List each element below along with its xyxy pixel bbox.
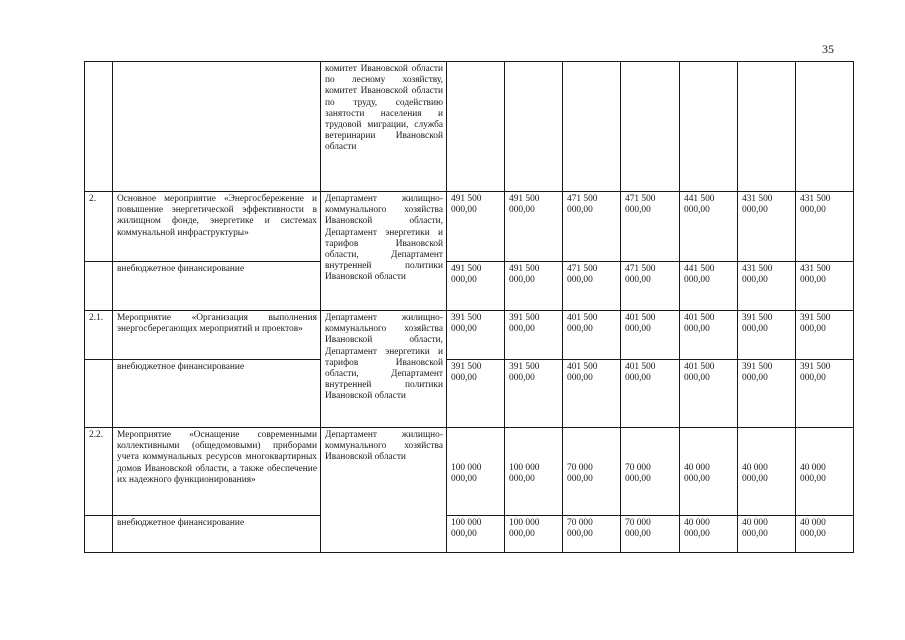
value-cell: 70 000 000,00 <box>563 516 621 553</box>
value-cell: 391 500 000,00 <box>505 360 563 428</box>
executor-cell: комитет Ивановской области по лесному хозяйству, комитет Ивановской области по труду, содействию занятости населения и трудовой миграции, служба ветеринарии Ивановской области <box>321 62 447 192</box>
value-cell <box>738 62 796 192</box>
table-row <box>85 516 854 553</box>
row-number <box>85 262 113 311</box>
value-cell: 391 500 000,00 <box>738 311 796 360</box>
value-cell: 491 500 000,00 <box>505 262 563 311</box>
value-cell: 40 000 000,00 <box>738 428 796 516</box>
value-cell: 391 500 000,00 <box>796 311 854 360</box>
funding-source-label: внебюджетное финансирование <box>113 262 321 311</box>
table-row <box>85 428 854 516</box>
row-number: 2.1. <box>85 311 113 360</box>
value-cell: 401 500 000,00 <box>621 311 680 360</box>
table-row <box>85 360 854 428</box>
value-cell: 100 000 000,00 <box>505 428 563 516</box>
executor-cell: Департамент жилищно-коммунального хозяйства Ивановской области, Департамент энергетики и тарифов Ивановской области, Департамент внутренней политики Ивановской области <box>321 192 447 311</box>
page-number: 35 <box>822 42 834 56</box>
value-cell: 401 500 000,00 <box>621 360 680 428</box>
value-cell: 401 500 000,00 <box>563 311 621 360</box>
executor-cell: Департамент жилищно-коммунального хозяйства Ивановской области, Департамент энергетики и тарифов Ивановской области, Департамент внутренней политики Ивановской области <box>321 311 447 428</box>
value-cell: 70 000 000,00 <box>621 516 680 553</box>
row-number <box>85 62 113 192</box>
value-cell: 70 000 000,00 <box>621 428 680 516</box>
funding-source-label: внебюджетное финансирование <box>113 516 321 553</box>
value-cell: 100 000 000,00 <box>447 428 505 516</box>
value-cell: 391 500 000,00 <box>447 360 505 428</box>
value-cell: 70 000 000,00 <box>563 428 621 516</box>
value-cell <box>796 62 854 192</box>
row-number: 2.2. <box>85 428 113 516</box>
value-cell <box>680 62 738 192</box>
value-cell: 491 500 000,00 <box>447 192 505 262</box>
row-name: Мероприятие «Оснащение современными коллективными (общедомовыми) приборами учета коммунальных ресурсов многоквартирных домов Ивановской области, а также обеспечение их надежного функционирования» <box>113 428 321 516</box>
value-cell: 40 000 000,00 <box>680 428 738 516</box>
value-cell: 40 000 000,00 <box>796 516 854 553</box>
value-cell: 40 000 000,00 <box>796 428 854 516</box>
value-cell: 441 500 000,00 <box>680 192 738 262</box>
value-cell: 391 500 000,00 <box>447 311 505 360</box>
funding-source-label: внебюджетное финансирование <box>113 360 321 428</box>
table-row <box>85 62 854 192</box>
row-number: 2. <box>85 192 113 262</box>
value-cell: 431 500 000,00 <box>738 192 796 262</box>
value-cell <box>505 62 563 192</box>
value-cell: 391 500 000,00 <box>505 311 563 360</box>
row-number <box>85 516 113 553</box>
value-cell: 401 500 000,00 <box>680 311 738 360</box>
value-cell: 431 500 000,00 <box>796 192 854 262</box>
value-cell: 431 500 000,00 <box>796 262 854 311</box>
value-cell: 471 500 000,00 <box>621 262 680 311</box>
value-cell: 40 000 000,00 <box>738 516 796 553</box>
value-cell: 471 500 000,00 <box>621 192 680 262</box>
value-cell: 491 500 000,00 <box>447 262 505 311</box>
value-cell <box>447 62 505 192</box>
row-name <box>113 62 321 192</box>
value-cell: 40 000 000,00 <box>680 516 738 553</box>
value-cell: 391 500 000,00 <box>796 360 854 428</box>
value-cell: 401 500 000,00 <box>563 360 621 428</box>
value-cell: 431 500 000,00 <box>738 262 796 311</box>
value-cell: 100 000 000,00 <box>505 516 563 553</box>
value-cell: 391 500 000,00 <box>738 360 796 428</box>
executor-cell: Департамент жилищно-коммунального хозяйства Ивановской области <box>321 428 447 553</box>
row-name: Мероприятие «Организация выполнения энергосберегающих мероприятий и проектов» <box>113 311 321 360</box>
table-row <box>85 262 854 311</box>
row-name: Основное мероприятие «Энергосбережение и повышение энергетической эффективности в жилищном фонде, энергетике и системах коммунальной инфраструктуры» <box>113 192 321 262</box>
value-cell: 471 500 000,00 <box>563 262 621 311</box>
value-cell <box>563 62 621 192</box>
value-cell: 401 500 000,00 <box>680 360 738 428</box>
budget-table <box>84 61 854 553</box>
value-cell: 471 500 000,00 <box>563 192 621 262</box>
table-row <box>85 311 854 360</box>
row-number <box>85 360 113 428</box>
value-cell <box>621 62 680 192</box>
value-cell: 100 000 000,00 <box>447 516 505 553</box>
table-row <box>85 192 854 262</box>
value-cell: 491 500 000,00 <box>505 192 563 262</box>
value-cell: 441 500 000,00 <box>680 262 738 311</box>
